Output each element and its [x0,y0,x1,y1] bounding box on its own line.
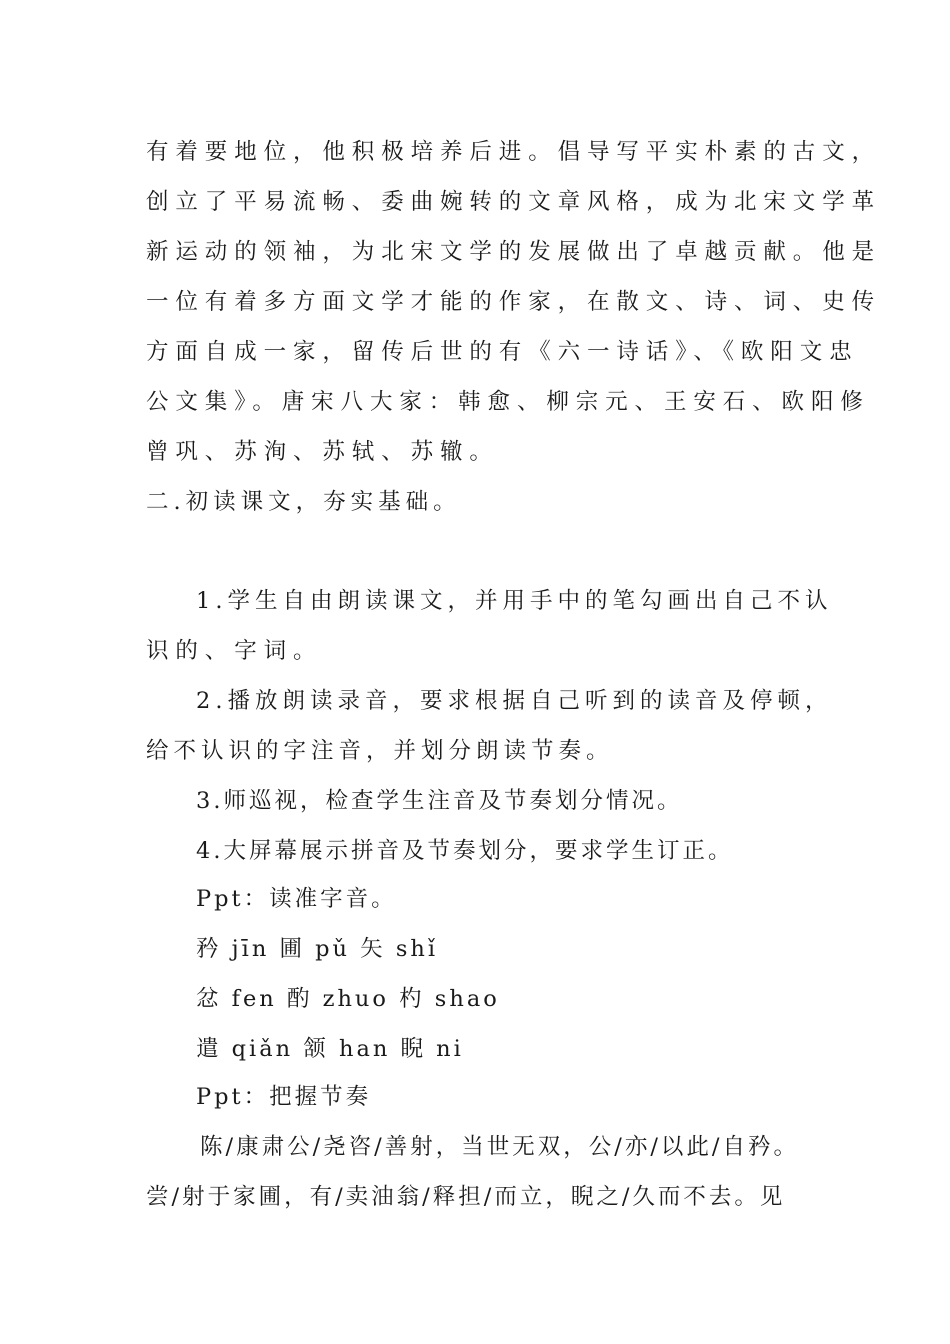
text-line-7: 曾巩、苏洵、苏轼、苏辙。 [146,439,499,465]
ppt-pronunciation-heading: Ppt：读准字音。 [196,886,397,912]
text-line-5: 方面自成一家，留传后世的有《六一诗话》、《欧阳文忠 [146,339,859,365]
pinyin-line-3: 遣 qiǎn 颔 han 睨 ni [196,1036,464,1062]
step-2-line-2: 给不认识的字注音，并划分朗读节奏。 [146,738,614,764]
step-1-line-1: 1.学生自由朗读课文，并用手中的笔勾画出自己不认 [196,588,833,614]
step-3: 3.师巡视，检查学生注音及节奏划分情况。 [196,788,683,814]
rhythm-line-2: 尝/射于家圃，有/卖油翁/释担/而立，睨之/久而不去。见 [146,1184,786,1210]
text-line-2: 创立了平易流畅、委曲婉转的文章风格，成为北宋文学革 [146,189,882,215]
step-1-line-2: 识的、字词。 [146,638,323,664]
pinyin-line-1: 矜 jīn 圃 pǔ 矢 shǐ [196,936,439,962]
section-heading: 二.初读课文，夯实基础。 [146,489,461,515]
ppt-rhythm-heading: Ppt：把握节奏 [196,1084,372,1110]
text-line-6: 公文集》。唐宋八大家：韩愈、柳宗元、王安石、欧阳修 [146,389,870,415]
rhythm-line-1: 陈/康肃公/尧咨/善射，当世无双，公/亦/以此/自矜。 [200,1134,799,1160]
text-line-1: 有着要地位，他积极培养后进。倡导写平实朴素的古文， [146,139,882,165]
step-4: 4.大屏幕展示拼音及节奏划分，要求学生订正。 [196,838,734,864]
pinyin-line-2: 忿 fen 酌 zhuo 杓 shao [196,986,500,1012]
step-2-line-1: 2.播放朗读录音，要求根据自己听到的读音及停顿， [196,688,833,714]
text-line-3: 新运动的领袖，为北宋文学的发展做出了卓越贡献。他是 [146,239,882,265]
text-line-4: 一位有着多方面文学才能的作家，在散文、诗、词、史传 [146,289,882,315]
